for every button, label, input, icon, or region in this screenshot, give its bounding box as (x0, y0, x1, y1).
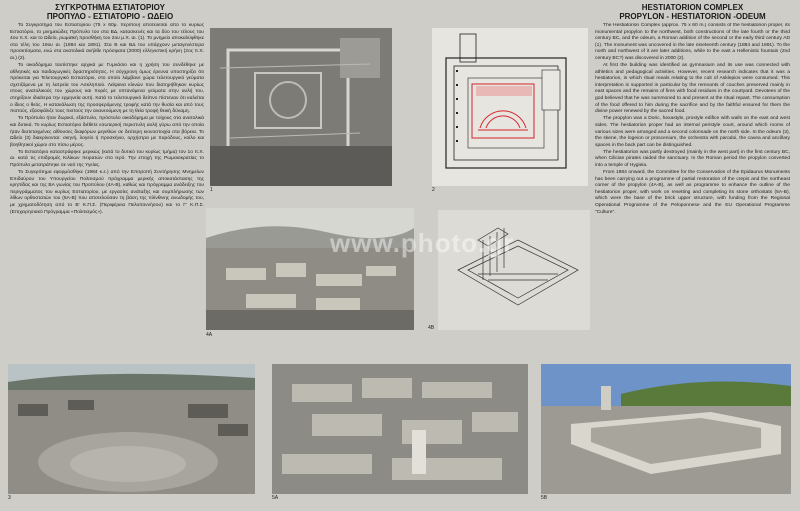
caption-4b: 4B (428, 325, 435, 331)
english-paragraph: The Hestiatorion Complex (approx. 75 x 60 m.) consists of the hestiatorion proper, its monumental propylon to the northwest, both constructions of the late fourth or the third century BC, and the odeum, a Roman addition of the second or the early third century AD (1). The monument was uncovered in the late nineteenth century (1884 and 1891). To the north and northwest of it are later additions, while to the east a Hellenistic fountain (2nd century BC?) was discovered in 2000 (2). (595, 23, 790, 61)
greek-title-line1: ΣΥΓΚΡΟΤΗΜΑ ΕΣΤΙΑΤΟΡΙΟΥ (55, 3, 165, 12)
english-title-line1: HESTIATORION COMPLEX (641, 3, 744, 12)
site-plan (432, 28, 588, 186)
english-paragraph: From 1984 onward, the Committee for the Conservation of the Epidaurus Monuments has been carrying out a programme of partial restoration of the crepis and the northeast corner of the propylon (4A-B), as well as programme to enhance the outline of the hestiatorion proper, with work on resetting and completing its stone orthostats (5A-B), which were the base of the brick upper structure, with funding from the Regional Operational Programme of the Peloponnese and the EU Operational Programme "Culture". (595, 170, 790, 215)
orthostats-photo (272, 364, 528, 494)
restored-wall-photo (541, 364, 791, 494)
english-text-column (595, 23, 790, 363)
english-title (590, 3, 795, 21)
english-paragraph: The hestiatorion was partly destroyed (mainly in the west part) in the first century BC, when Cilician pirates raided the sanctuary. In the Roman period the propylon converted into a temple of Hygieia. (595, 149, 790, 168)
greek-paragraph: Το Συγκρότημα του Εστιατορίου (75 x 60μ. περίπου) αποτελείται από το κυρίως Εστιατόριο, το μνημειώδες Πρόπυλο του στα ΒΔ, κατασκευές και τα δύο του τέλους του 4ου π.Χ. και το Ωδείο, ρωμαϊκή προσθήκη του 2ου μ.Χ. αι. (1). Το μνημείο αποκαλύφθηκε στα τέλη του 19ου αι. (1884 και 1891). Στα Β και ΒΔ του υπάρχουν μεταγενέστερα προσκτίσματα, ενώ στα ανατολικά ανήλθε πρόσφατα (2000) ελληνιστική κρήνη (2ος π.Χ. αι.) (2). (10, 23, 204, 61)
english-paragraph: The propylon was a Doric, hexastyle, prostyle edifice with walls on the east and west sides. The hestiatorion proper had an internal peristyle court, around which rooms of various sizes were arranged and a second colonnade on the north side. In the odeum (3), the skene, the logeion or proscenium, the orchestra with parodoi, the cavea and ancillary spaces in the back part can be distinguished. (595, 116, 790, 148)
caption-2: 2 (432, 187, 435, 193)
greek-text-column (10, 23, 204, 363)
greek-paragraph: Το οικοδόμημα ταυτίστηκε αρχικά με Γυμνάσιο και η χρήση του συνδέθηκε με αθλητικές και παιδαγωγικές δραστηριότητες. Η σύγχρονη όμως έρευνα υποστηρίζει ότι πρόκειται για Τελετουργικό Εστιατόριο, στο οποίο λάμβανε χώρα τελετουργικό γεύματα σχετιζόμενα με τη λατρεία του Ασκληπιού. Λείψανα κλινών που διατηρήθηκαν κυρίως στους ανατολικούς του χώρους και πυρές με οπτανόμενα γεύματα στην αυλή του, στηρίζουν ιδιαίτερα την ερμηνεία αυτή. Κατά το τελετουργικό δείπνο πίστευαν ότι καλείται ο ίδιος ο θεός. Η κατανάλωση της προσφερόμενης τροφής κατά την θυσία και από τους πιστούς, εξασφάλιζε τους πιστούς την ανανεούμενη με τη θεία τροφή θεική δύναμη. (10, 63, 204, 115)
caption-1: 1 (210, 187, 213, 193)
caption-3: 3 (8, 495, 11, 501)
greek-title (30, 3, 190, 21)
greek-paragraph: Το Εστιατόριο καταστράφηκε μερικώς (κατά το δυτικό του κυρίως τμήμα) τον 1ο π.Χ. αι. κατά τις επιδρομές Κιλίκων πειρατών στο Ιερό. Την εποχή της Ρωμαιοκρατίας το Πρόπυλο μετατράπηκε σε ναό της Υγείας. (10, 149, 204, 168)
english-title-line2: PROPYLON - HESTIATORION -ODEUM (619, 12, 766, 21)
caption-5a: 5A (272, 495, 279, 501)
greek-title-line2: ΠΡΟΠΥΛΟ - ΕΣΤΙΑΤΟΡΙΟ - ΩΔΕΙΟ (46, 12, 174, 21)
greek-paragraph: Το Πρόπυλο ήταν δωρικό, εξάστυλο, πρόστυλο οικοδόμημα με τοίχους στα ανατολικά και δυτικά. Το κυρίως Εστιατόριο διέθετε εσωτερική περιστυλη αυλή γύρω από την οποία ήταν διατεταγμένες αίθουσες διαφόρων μεγεθών σε δεύτερη κιονοστοιχία στα βόρεια. Το Ωδείο (3) διακρίνονται: σκηνή, λογείο ή προσκήνιο, ορχήστρα με παρόδους, κοίλο και βοηθητικοί χώροι στο πίσω μέρος. (10, 116, 204, 148)
caption-4a: 4A (206, 332, 213, 338)
odeum-photo (8, 364, 255, 494)
caption-5b: 5B (541, 495, 548, 501)
propylon-ruins-photo (206, 208, 414, 330)
english-paragraph: At first the building was identified as gymnasium and its use was connected with athletics and pedagogical activities. However, recent research indicates that it was a hestiatorion, in which ritual meals relating to the cult of Asklepios were consumed. This interpretation is supported in particular by the remnants of couches preserved mainly in east spaces and the remains of fires with food residues in the courtyard. Devotees of the god believed that he was summoned to and present at the ritual repast. The consumption of the food offered to him during the sacrifice and by the faithful ensured for them the divine power renewed by the sacred food. (595, 63, 790, 115)
aerial-photo (210, 28, 392, 186)
greek-paragraph: Το Συγκρότημα εφορμόσθηκε (1984 κ.ε.) από την Επιτροπή Συντήρησης Μνημείων Επιδαύρου του Υπουργείου Πολιτισμού πρόγραμμα μερικής αποκατάστασης της κρηπίδας και της ΒΑ γωνίας του Προπύλου (4Α-Β), καθώς και πρόγραμμα ανάδειξης του περιγράμματος του κυρίως Εστιατορίου, με εργασίες ανάταξης και συμπλήρωσης των λίθων ορθοστατών του (5Α-Β) που αποτελούσαν τη βάση της πλίνθινης ανωδομής του, με χρηματοδότηση από το Β' Κ.Π.Σ. (Περιφέρεια Πελοποννήσου) και το Γ' Κ.Π.Σ. (Επιχειρησιακό Πρόγραμμα «Πολιτισμός»). (10, 170, 204, 215)
watermark: www.photo.gr (330, 228, 515, 258)
